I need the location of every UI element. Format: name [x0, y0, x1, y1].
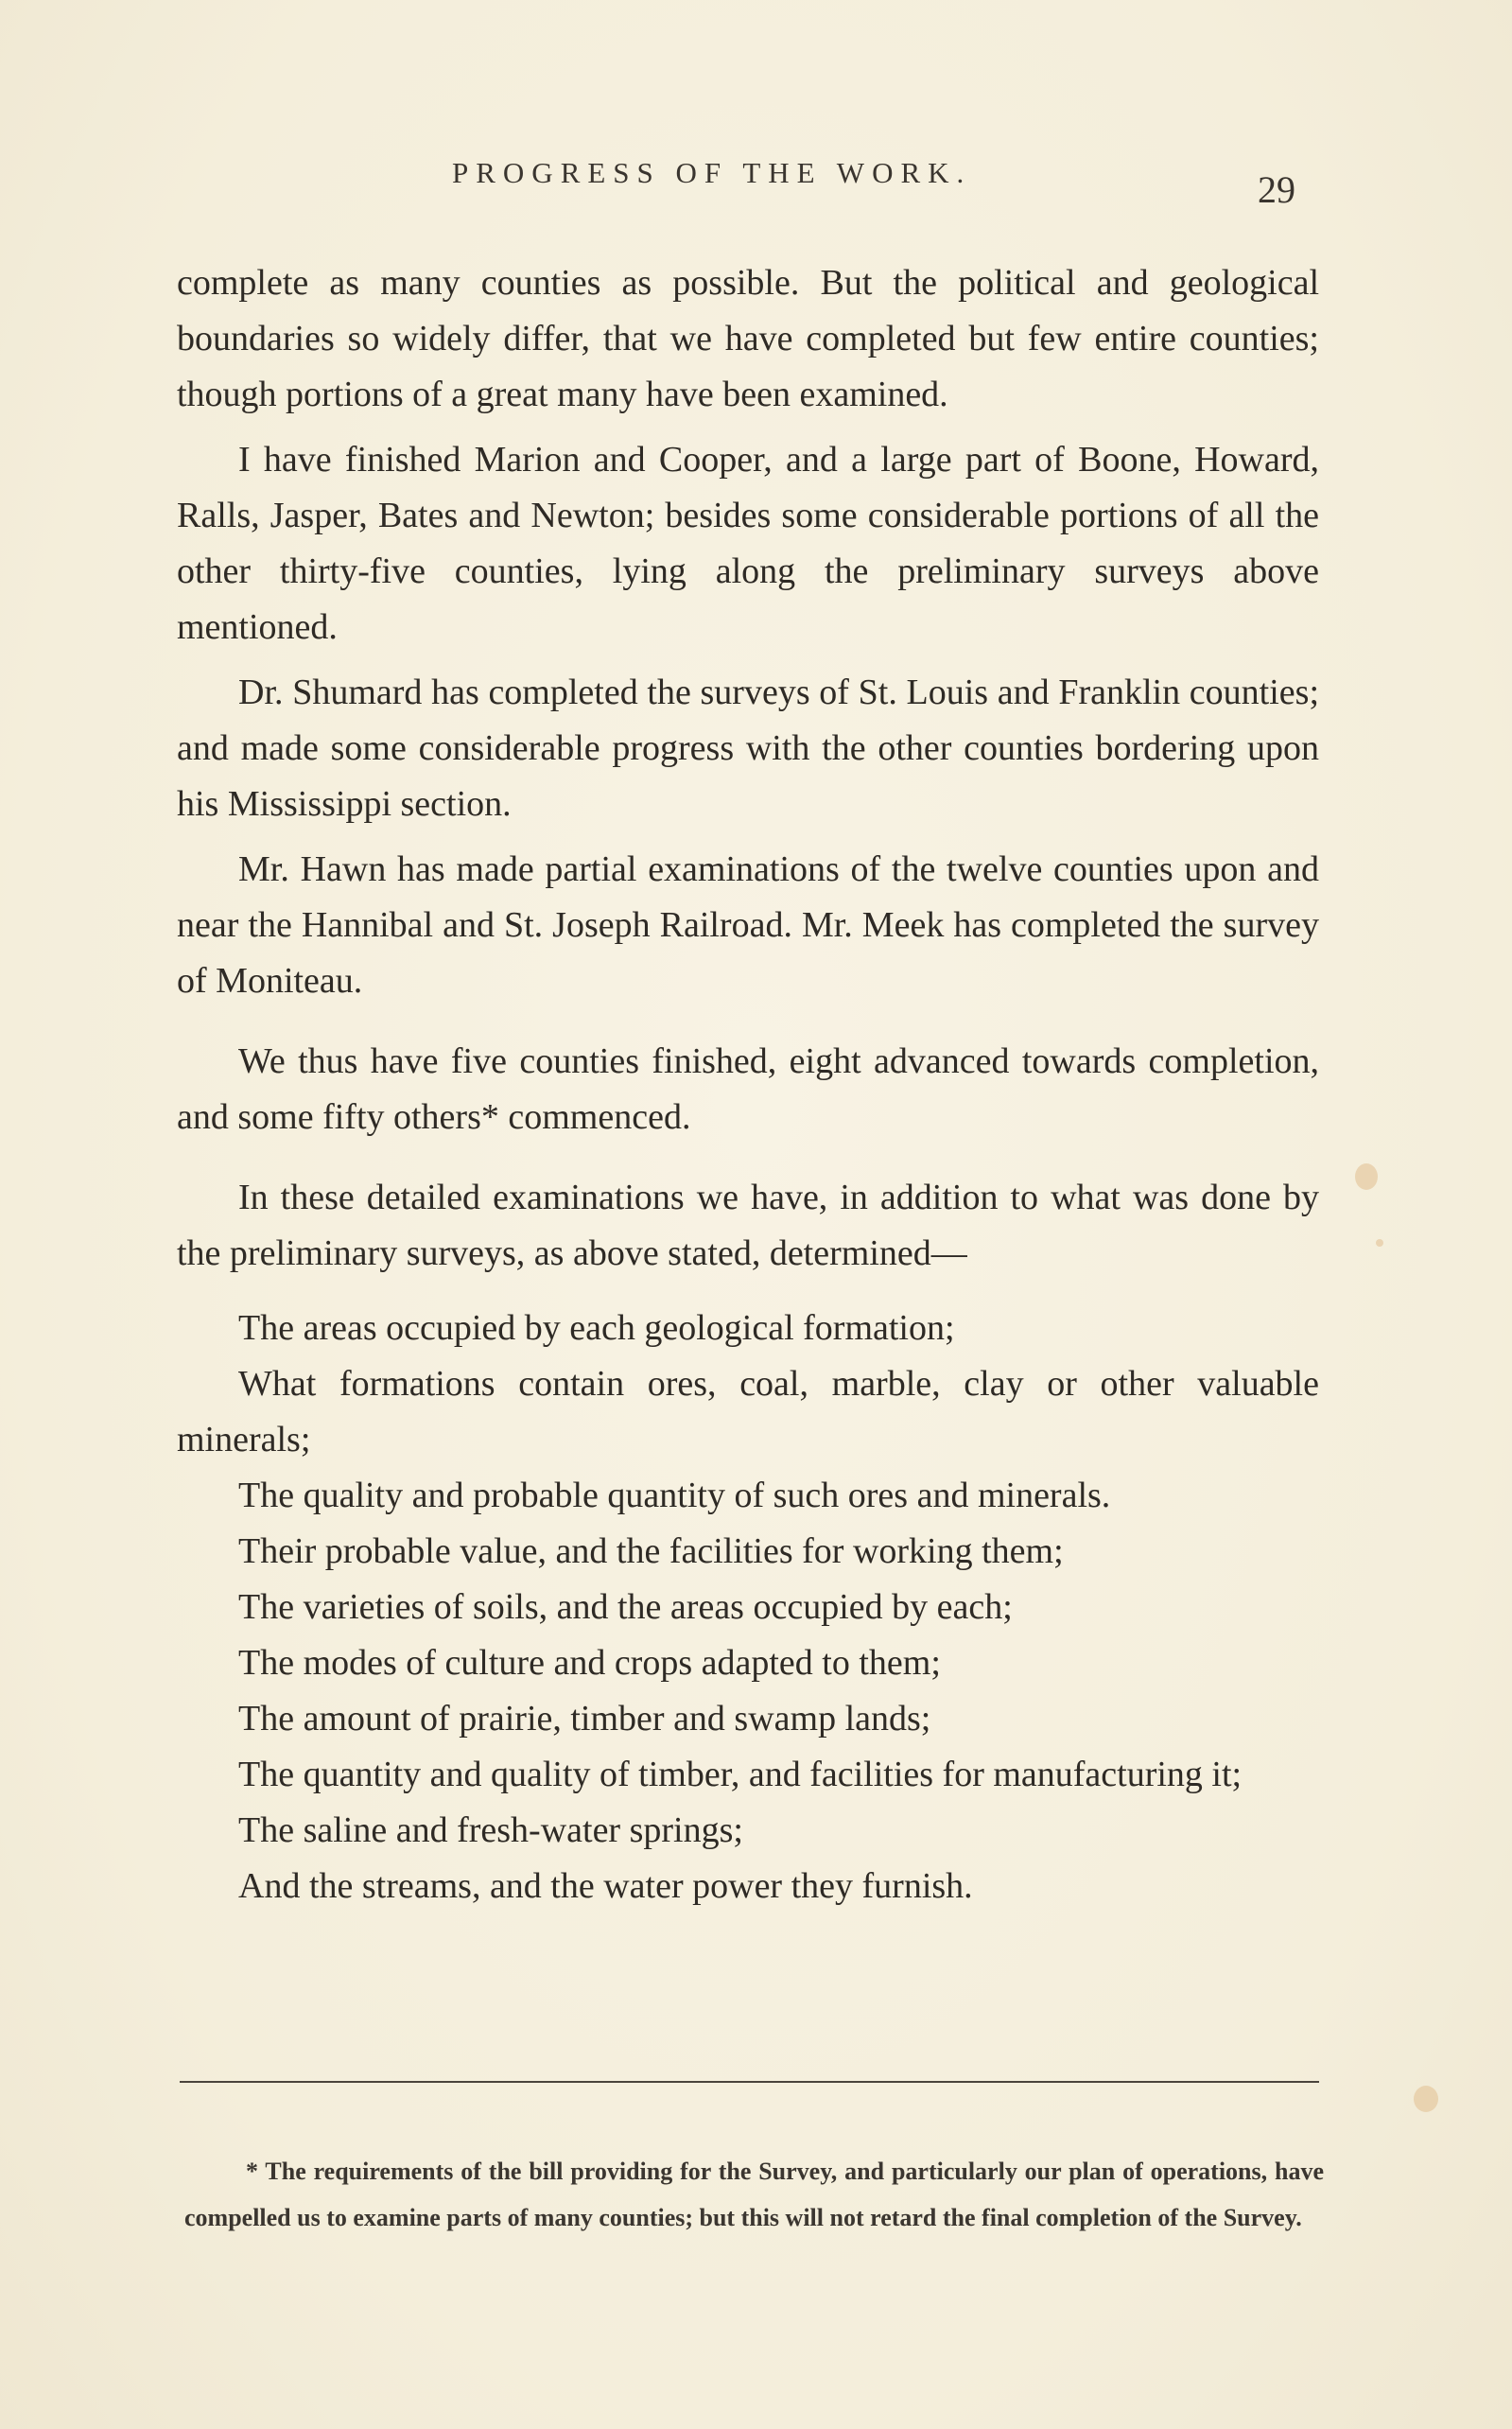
body-text: [177, 255, 1319, 1914]
paragraph-shumard: Dr. Shumard has completed the surveys of St. Louis and Franklin counties; and made some considerable progress with the other counties bordering upon his Mississippi section.: [177, 673, 1319, 824]
paragraph-five-counties: We thus have five counties finished, eight advanced towards completion, and some fifty others* commenced.: [177, 1041, 1319, 1137]
list-item: The quality and probable quantity of such ores and minerals.: [238, 1476, 1111, 1515]
paragraph-detailed-examinations: In these detailed examinations we have, in addition to what was done by the preliminary surveys, as above stated, determined—: [177, 1178, 1319, 1273]
page-header: [0, 156, 1512, 211]
list-item: The modes of culture and crops adapted to them;: [238, 1643, 941, 1683]
paragraph-marion-cooper: I have finished Marion and Cooper, and a large part of Boone, Howard, Ralls, Jasper, Bates and Newton; besides some considerable portions of all the other thirty-five counties, lying along the preliminary surveys above mentioned.: [177, 440, 1319, 647]
foxing-spot: [1355, 1163, 1378, 1190]
list-item: What formations contain ores, coal, marble, clay or other valuable minerals;: [177, 1364, 1319, 1459]
page-number: 29: [1258, 168, 1295, 211]
list-item: The areas occupied by each geological formation;: [238, 1308, 955, 1348]
list-item: The amount of prairie, timber and swamp lands;: [238, 1699, 931, 1739]
running-head: PROGRESS OF THE WORK.: [452, 156, 972, 189]
footnote-rule: [180, 2081, 1319, 2083]
list-item: The saline and fresh-water springs;: [238, 1810, 743, 1850]
foxing-spot: [1376, 1239, 1383, 1247]
footnote: * The requirements of the bill providing for the Survey, and particularly our plan of operations, have compelled us to examine parts of many counties; but this will not retard the final completion of the Survey.: [184, 2158, 1324, 2231]
determined-list: [177, 1301, 1319, 1914]
paragraph-counties: complete as many counties as possible. But the political and geological boundaries so widely differ, that we have completed but few entire counties; though portions of a great many have been examined.: [177, 263, 1319, 414]
list-item: The varieties of soils, and the areas occupied by each;: [238, 1587, 1013, 1627]
paragraph-hawn-meek: Mr. Hawn has made partial examinations of the twelve counties upon and near the Hannibal and St. Joseph Railroad. Mr. Meek has completed the survey of Moniteau.: [177, 849, 1319, 1001]
foxing-spot: [1414, 2086, 1438, 2112]
list-item: And the streams, and the water power they furnish.: [238, 1866, 973, 1906]
list-item: Their probable value, and the facilities for working them;: [238, 1531, 1064, 1571]
list-item: The quantity and quality of timber, and facilities for manufacturing it;: [238, 1755, 1243, 1794]
